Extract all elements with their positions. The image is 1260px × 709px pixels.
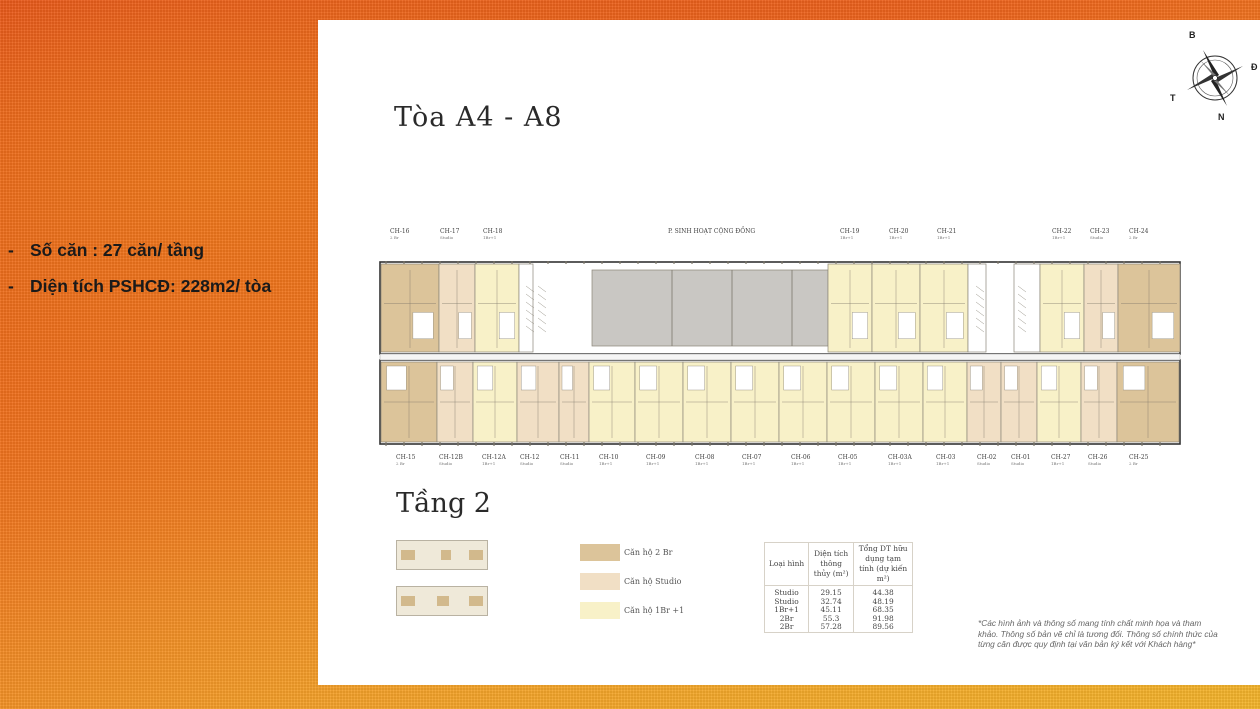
plan-room — [1085, 366, 1098, 390]
unit-name: CH-03A — [888, 454, 912, 461]
unit-name: CH-11 — [560, 454, 580, 461]
plan-room — [927, 366, 942, 390]
unit-label — [396, 454, 416, 466]
building-title: Tòa A4 - A8 — [394, 102, 563, 133]
unit-label — [936, 454, 956, 466]
compass-west-label: T — [1170, 93, 1176, 103]
unit-type: 1Br+1 — [936, 461, 950, 466]
unit-type: Studio — [1011, 461, 1025, 466]
plan-room — [521, 366, 536, 390]
plan-unit — [968, 264, 986, 352]
floor-plan-drawing — [378, 226, 1184, 482]
unit-type: Studio — [977, 461, 991, 466]
unit-label — [646, 454, 666, 466]
unit-type: 1Br+1 — [483, 235, 497, 240]
unit-type: 1Br+1 — [1052, 235, 1066, 240]
unit-type: 1Br+1 — [888, 461, 902, 466]
floorplan-board: Tòa A4 - A8 B Đ T N P. SINH HOẠT CỘNG ĐỒNG CH-16 2 Br CH-17 Studio CH-18 1Br+1 CH-19 1Br+1 CH-20 1Br+1 CH-21 1Br+1 CH-22 1Br+1 CH-23 Studio CH-24 2 Br CH-15 2 Br CH-12B Studio CH-12A 1Br+1 CH-12 Studio CH-11 Studio CH-10 1Br+1 CH-09 1Br+1 CH-08 1Br+1 CH-07 1Br+1 CH-06 1Br+1 CH-05 1Br+1 CH-03A 1Br+1 CH-03 1Br+1 CH-02 Studio CH-01 Studio CH-27 1Br+1 CH-26 Studio CH-25 2 Br Tầng 2 Căn hộ 2 Br Căn hộ Studio Căn hộ 1Br +1 Loại hình Diện tích thông thủy (m²) Tổng DT hữu dụng tạm tính (dự kiến m²) Studio 29.15 44.38 Studio 32.74 48.19 1Br+1 45.11 68.35 2Br 55.3 91.98 2Br 57.28 89.56 *Các hình ảnh và thông số mang tính chất minh họa và tham khảo. Thông số bản vẽ chỉ là tương đối. Thông số chính thức của từng căn được quy định tại văn bản ký kết với Khách hàng* — [318, 20, 1260, 685]
plan-room — [880, 366, 897, 390]
compass-rose — [1170, 30, 1260, 120]
unit-name: CH-16 — [390, 228, 410, 235]
unit-type: 1Br+1 — [889, 235, 903, 240]
plan-room — [594, 366, 610, 390]
corridor — [380, 354, 1180, 360]
unit-type: 1Br+1 — [1051, 461, 1065, 466]
table-cell: 57.28 — [809, 623, 854, 632]
unit-name: CH-25 — [1129, 454, 1149, 461]
unit-type: 1Br+1 — [482, 461, 496, 466]
unit-type: 1Br+1 — [742, 461, 756, 466]
table-row — [765, 623, 913, 632]
table-cell: 2Br — [765, 623, 809, 632]
unit-type: Studio — [1090, 235, 1104, 240]
unit-name: CH-19 — [840, 228, 860, 235]
legend-swatch — [580, 602, 620, 619]
unit-label — [599, 454, 619, 466]
unit-name: CH-01 — [1011, 454, 1031, 461]
unit-name: CH-02 — [977, 454, 997, 461]
unit-label — [439, 454, 463, 466]
unit-name: CH-12 — [520, 454, 540, 461]
unit-name: CH-10 — [599, 454, 619, 461]
disclaimer-note: *Các hình ảnh và thông số mang tính chất minh họa và tham khảo. Thông số bản vẽ chỉ là tương đối. Thông số chính thức của từng căn được quy định tại văn bản ký kết với Khách hàng* — [978, 618, 1218, 649]
plan-room — [784, 366, 801, 390]
unit-type: 2 Br — [390, 235, 399, 240]
unit-name: CH-07 — [742, 454, 762, 461]
unit-label — [1011, 454, 1031, 466]
unit-type: 1Br+1 — [599, 461, 613, 466]
plan-unit — [1014, 264, 1040, 352]
plan-room — [1123, 366, 1145, 390]
keyplan-thumbnail — [396, 586, 488, 616]
unit-type: 1Br+1 — [791, 461, 805, 466]
unit-type: 2 Br — [396, 461, 405, 466]
unit-label — [482, 454, 506, 466]
plan-room — [1152, 312, 1174, 338]
plan-room — [970, 366, 982, 390]
unit-name: CH-03 — [936, 454, 956, 461]
unit-name: CH-18 — [483, 228, 503, 235]
table-cell: 29.15 — [809, 586, 854, 598]
unit-label — [1088, 454, 1108, 466]
plan-room — [640, 366, 657, 390]
unit-name: CH-08 — [695, 454, 715, 461]
unit-type: Studio — [1088, 461, 1102, 466]
table-cell: 44.38 — [854, 586, 913, 598]
table-cell: 89.56 — [854, 623, 913, 632]
compass-south-label: N — [1218, 112, 1225, 122]
bullet-common-area: - Diện tích PSHCĐ: 228m2/ tòa — [8, 276, 272, 296]
table-cell: 48.19 — [854, 598, 913, 607]
unit-name: CH-21 — [937, 228, 957, 235]
unit-type: 1Br+1 — [838, 461, 852, 466]
unit-name: CH-12B — [439, 454, 463, 461]
plan-room — [477, 366, 492, 390]
table-header-total-area: Tổng DT hữu dụng tạm tính (dự kiến m²) — [854, 543, 913, 586]
table-header-net-area: Diện tích thông thủy (m²) — [809, 543, 854, 586]
unit-name: CH-24 — [1129, 228, 1149, 235]
plan-unit — [592, 270, 828, 346]
unit-label — [791, 454, 811, 466]
legend-swatch — [580, 544, 620, 561]
plan-room — [1005, 366, 1018, 390]
area-table — [764, 542, 913, 633]
plan-room — [1041, 366, 1056, 390]
unit-type: 1Br+1 — [695, 461, 709, 466]
unit-label — [695, 454, 715, 466]
unit-label — [560, 454, 580, 466]
compass-rose-icon — [1170, 30, 1260, 120]
plan-room — [387, 366, 407, 390]
unit-name: CH-09 — [646, 454, 666, 461]
unit-name: CH-22 — [1052, 228, 1072, 235]
unit-label — [838, 454, 858, 466]
unit-type: Studio — [560, 461, 574, 466]
table-cell: 2Br — [765, 615, 809, 624]
unit-type: 1Br+1 — [937, 235, 951, 240]
summary-bullets — [8, 240, 271, 312]
table-header-type: Loại hình — [765, 543, 809, 586]
unit-label — [520, 454, 540, 466]
unit-name: CH-17 — [440, 228, 460, 235]
keyplan — [396, 540, 488, 632]
unit-name: CH-20 — [889, 228, 909, 235]
table-cell: 55.3 — [809, 615, 854, 624]
plan-room — [1064, 312, 1079, 338]
unit-type: 1Br+1 — [840, 235, 854, 240]
keyplan-thumbnail — [396, 540, 488, 570]
unit-name: CH-06 — [791, 454, 811, 461]
table-cell: 1Br+1 — [765, 606, 809, 615]
unit-label — [977, 454, 997, 466]
table-cell: 45.11 — [809, 606, 854, 615]
compass-east-label: Đ — [1251, 62, 1258, 72]
unit-name: CH-12A — [482, 454, 506, 461]
plan-room — [499, 312, 514, 338]
unit-name: CH-05 — [838, 454, 858, 461]
table-cell: 32.74 — [809, 598, 854, 607]
unit-type: 1Br+1 — [646, 461, 660, 466]
unit-name: CH-27 — [1051, 454, 1071, 461]
plan-room — [736, 366, 753, 390]
plan-room — [562, 366, 573, 390]
table-cell: Studio — [765, 598, 809, 607]
plan-unit — [519, 264, 533, 352]
unit-label — [742, 454, 762, 466]
unit-type: 2 Br — [1129, 461, 1138, 466]
table-cell: 68.35 — [854, 606, 913, 615]
plan-room — [946, 312, 963, 338]
unit-type: Studio — [520, 461, 534, 466]
plan-room — [413, 312, 433, 338]
floor-label: Tầng 2 — [396, 488, 491, 519]
plan-room — [898, 312, 915, 338]
plan-room — [441, 366, 454, 390]
unit-type: Studio — [439, 461, 453, 466]
bullet-unit-count: - Số căn : 27 căn/ tầng — [8, 240, 205, 260]
floor-plan — [378, 226, 1184, 482]
unit-label — [1051, 454, 1071, 466]
commons-label: P. SINH HOẠT CỘNG ĐỒNG — [668, 228, 756, 235]
unit-name: CH-23 — [1090, 228, 1110, 235]
plan-room — [1103, 312, 1115, 338]
compass-north-label: B — [1189, 30, 1196, 40]
unit-label — [1129, 454, 1149, 466]
plan-room — [852, 312, 867, 338]
unit-name: CH-15 — [396, 454, 416, 461]
table-row — [765, 586, 913, 598]
unit-label — [888, 454, 912, 466]
legend-swatch — [580, 573, 620, 590]
plan-room — [459, 312, 472, 338]
table-body — [765, 586, 913, 633]
unit-type: Studio — [440, 235, 454, 240]
table-cell: 91.98 — [854, 615, 913, 624]
table-cell: Studio — [765, 586, 809, 598]
plan-room — [688, 366, 705, 390]
unit-type: 2 Br — [1129, 235, 1138, 240]
unit-name: CH-26 — [1088, 454, 1108, 461]
plan-room — [832, 366, 849, 390]
